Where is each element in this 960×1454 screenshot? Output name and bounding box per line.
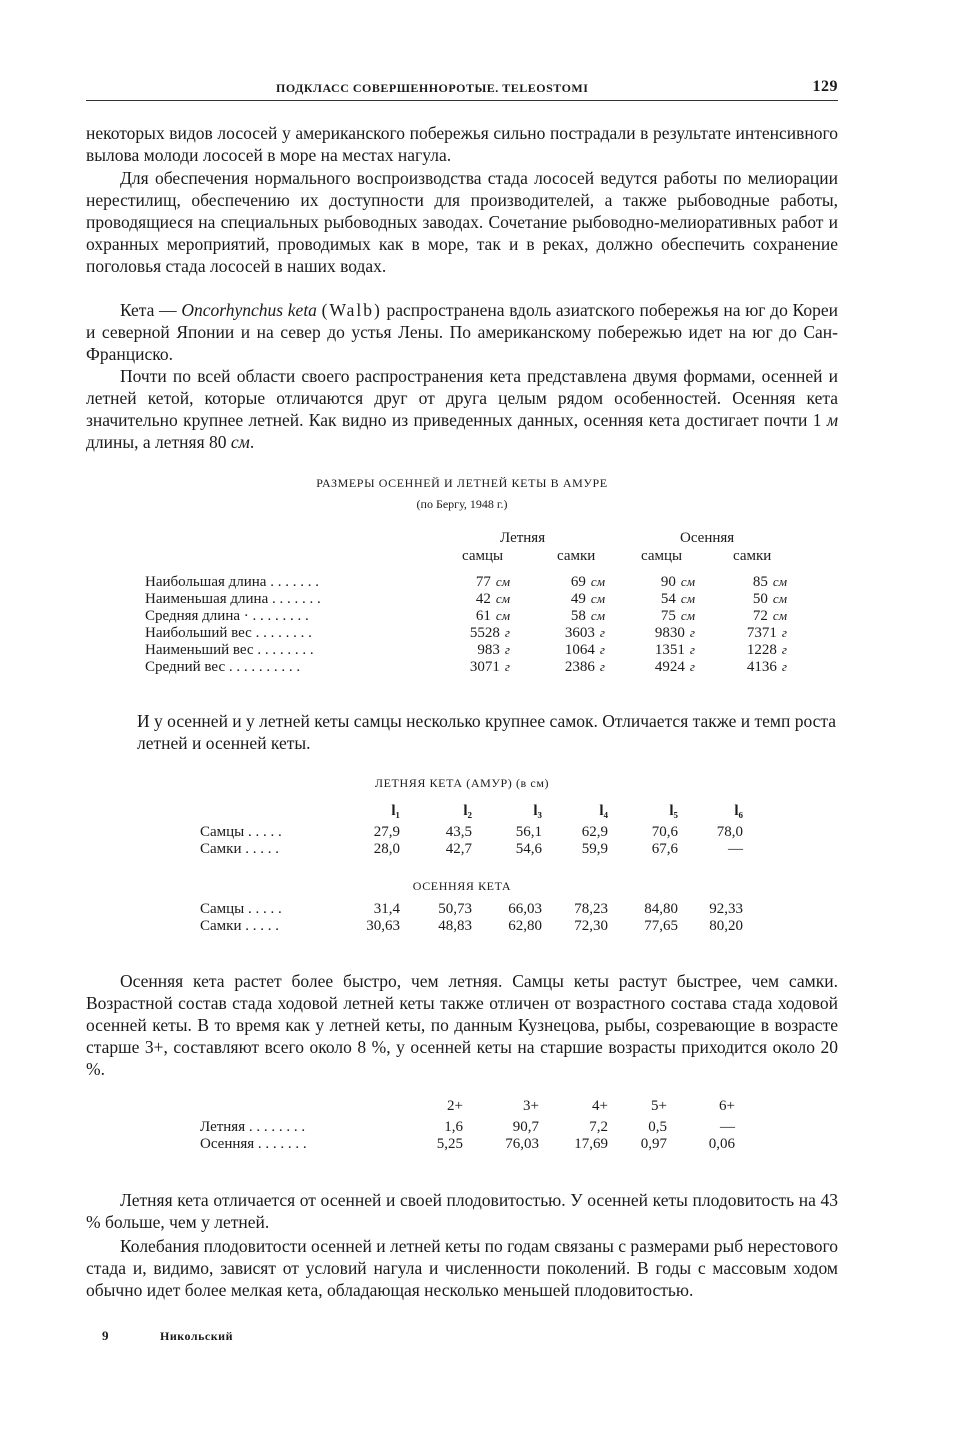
row-label: Осенняя . . . . . . . [200,1136,307,1152]
cell-value: 42 [475,591,491,607]
table-cell [695,642,787,659]
table-cell: 80,20 [709,918,743,934]
latin-name: Oncorhynchus keta [181,300,317,320]
cell-value: 69 [570,574,586,590]
table-row [145,659,787,676]
table-cell [605,574,695,591]
table-cell [445,659,510,676]
keta-lead: Кета — [120,300,182,320]
cell-unit: см [680,608,695,623]
table-cell [510,608,605,625]
table-cell [510,591,605,608]
cell-unit: см [680,574,695,589]
cell-value: 983 [477,642,500,658]
table2-title: ЛЕТНЯЯ КЕТА (АМУР) (в см) [374,776,550,790]
column-header: 3+ [523,1098,539,1114]
cell-value: 3071 [469,659,500,675]
header-spacer [200,803,350,824]
cell-unit: см [590,591,605,606]
cell-value: 85 [752,574,768,590]
table-cell: 72,30 [574,918,608,934]
table-cell: 54,6 [515,841,542,857]
table-cell [510,625,605,642]
column-header: l₂ [463,803,472,819]
cell-unit: см [680,591,695,606]
table-cell: 31,4 [373,901,400,917]
table1-subtitle: (по Бергу, 1948 г.) [416,497,508,511]
paragraph-3-rest: распространена вдоль азиатского побережья на юг до Кореи и северной Японии и на север до устья Лены. По американскому побережью идет на юг до Сан-Франциско. [86,300,838,364]
column-header: l₅ [669,803,678,819]
cell-value: 49 [570,591,586,607]
table-row [200,824,743,841]
table-cell: 84,80 [644,901,678,917]
table-cell [445,642,510,659]
table-cell [605,625,695,642]
cell-value: 4136 [746,659,777,675]
cell-unit: см [772,574,787,589]
row-label: Самки . . . . . [200,918,279,934]
page-number: 129 [812,78,838,95]
table-cell [510,574,605,591]
age-table [200,1098,735,1153]
table-cell [695,659,787,676]
table-row [200,841,743,858]
table-cell [510,659,605,676]
column-header: l₃ [533,803,542,819]
table-cell: 50,73 [438,901,472,917]
paragraph-4-mid: длины, а летняя 80 [86,432,231,452]
cell-value: 72 [752,608,768,624]
cell-unit: см [772,591,787,606]
table1-group-summer: Летняя [500,530,546,546]
table-cell: 5,25 [436,1136,463,1152]
unit-m: м [826,410,838,430]
cell-value: 5528 [469,625,500,641]
column-header: 2+ [447,1098,463,1114]
running-head-title: ПОДКЛАСС СОВЕРШЕННОРОТЫЕ. TELEOSTOMI [276,81,589,95]
table-cell: 67,6 [651,841,678,857]
table-cell: 62,80 [508,918,542,934]
paragraph-4-end: . [249,432,255,452]
table-cell: 56,1 [515,824,542,840]
paragraph-8: Колебания плодовитости осенней и летней кеты по годам связаны с размерами рыб нерестового стада и, видимо, зависят от условий нагула и численности поколений. В годы с массовым ходом обычно идет более мелкая кета, обладающая несколько меньшей плодовитостью. [86,1236,838,1300]
table1-col-summer-females: самки [557,548,596,564]
cell-unit: г [504,659,510,674]
table-cell [695,591,787,608]
row-label: Наибольшая длина . . . . . . . [145,574,319,590]
row-label: Летняя . . . . . . . . [200,1119,306,1135]
table-cell [695,608,787,625]
paragraph-2: Для обеспечения нормального воспроизводства стада лососей ведутся работы по мелиорации нерестилищ, обеспечению их доступности для производителей, а также рыбоводные работы, проводящиеся на специальных рыбоводных заводах. Сочетание рыбоводно-мелиоративных работ и охранных мероприятий, проводимых как в море, так и в реках, должно обеспечить сохранение поголовья стада лососей в наших водах. [86,168,838,276]
table-cell [445,608,510,625]
cell-unit: г [781,642,787,657]
table-cell [695,625,787,642]
cell-value: 9830 [654,625,685,641]
row-label: Самцы . . . . . [200,824,282,840]
table-cell: 42,7 [445,841,472,857]
cell-value: 58 [570,608,586,624]
footer [102,1328,233,1344]
table-row [200,1136,735,1153]
cell-value: 90 [660,574,676,590]
row-label: Наименьшая длина . . . . . . . [145,591,321,607]
column-header: 4+ [592,1098,608,1114]
cell-value: 1064 [564,642,595,658]
table-cell: 70,6 [651,824,678,840]
cell-unit: см [590,574,605,589]
column-header: l₁ [391,803,400,819]
cell-value: 50 [752,591,768,607]
table-cell: 0,97 [640,1136,667,1152]
table-cell: 92,33 [709,901,743,917]
table-row [145,608,787,625]
table-row [145,625,787,642]
table-cell [445,574,510,591]
table-cell [605,659,695,676]
table-cell: 59,9 [581,841,608,857]
paragraph-3 [86,299,838,365]
table-cell: 30,63 [366,918,400,934]
table2-autumn-title: ОСЕННЯЯ КЕТА [412,879,512,893]
cell-unit: г [781,625,787,640]
table-cell: 78,23 [574,901,608,917]
table-cell: 43,5 [445,824,472,840]
table-cell: 62,9 [581,824,608,840]
column-header: l₆ [734,803,743,819]
table1-title: РАЗМЕРЫ ОСЕННЕЙ И ЛЕТНЕЙ КЕТЫ В АМУРЕ [316,476,608,490]
footer-author: Никольский [160,1329,233,1343]
growth-table-summer [200,803,743,858]
column-header: 5+ [651,1098,667,1114]
cell-value: 75 [660,608,676,624]
paragraph-5: И у осенней и у летней кеты самцы несколько крупнее самок. Отличается также и темп роста летней и осенней кеты. [137,711,837,753]
table1-col-autumn-females: самки [733,548,772,564]
column-header: 6+ [719,1098,735,1114]
header-spacer [200,1098,415,1119]
cell-value: 4924 [654,659,685,675]
row-label: Средняя длина · . . . . . . . . [145,608,309,624]
cell-unit: г [504,625,510,640]
table-cell [445,591,510,608]
table-row [200,918,743,935]
table-cell: 28,0 [373,841,400,857]
table-row [145,642,787,659]
cell-unit: г [689,642,695,657]
signature-mark: 9 [102,1328,109,1343]
cell-value: 77 [475,574,491,590]
table-cell: — [720,1119,735,1135]
table-cell: 27,9 [373,824,400,840]
cell-value: 54 [660,591,676,607]
growth-table-autumn [200,901,743,935]
header-row [200,1098,735,1119]
cell-unit: г [781,659,787,674]
table-cell [445,625,510,642]
cell-unit: г [504,642,510,657]
table-row [145,591,787,608]
table-cell: 66,03 [508,901,542,917]
cell-value: 2386 [564,659,595,675]
table-cell: 90,7 [512,1119,539,1135]
cell-value: 1351 [654,642,685,658]
paragraph-1: некоторых видов лососей у американского побережья сильно пострадали в результате интенсивного вылова молоди лососей в море на местах нагула. [86,123,838,165]
cell-value: 61 [475,608,491,624]
column-header: l₄ [599,803,608,819]
row-label: Самцы . . . . . [200,901,282,917]
cell-unit: г [689,625,695,640]
header-row [200,803,743,824]
cell-unit: г [599,642,605,657]
paragraph-7: Летняя кета отличается от осенней и своей плодовитостью. У осенней кеты плодовитость на 43 % больше, чем у летней. [86,1190,838,1232]
table1-group-autumn: Осенняя [680,530,735,546]
cell-unit: см [772,608,787,623]
table-row [200,901,743,918]
cell-unit: см [495,608,510,623]
table-cell [605,608,695,625]
table-cell [695,574,787,591]
table-cell [605,642,695,659]
cell-unit: г [599,625,605,640]
table-cell: 48,83 [438,918,472,934]
table-cell: 17,69 [574,1136,608,1152]
row-label: Наименьший вес . . . . . . . . [145,642,314,658]
table-cell [605,591,695,608]
cell-value: 7371 [746,625,777,641]
table-row [200,1119,735,1136]
table-row [145,574,787,591]
table-cell: 1,6 [444,1119,463,1135]
cell-unit: см [590,608,605,623]
unit-cm: см [230,432,250,452]
row-label: Средний вес . . . . . . . . . . [145,659,301,675]
paragraph-4-text: Почти по всей области своего распространения кета представлена двумя формами, осенней и летней кетой, которые отличаются друг от друга целым рядом особенностей. Осенняя кета значительно крупнее летней. Как видно из приведенных данных, осенняя кета достигает почти 1 [86,366,838,430]
size-table [145,574,787,676]
species-author: (Walb) [321,300,382,320]
cell-unit: см [495,574,510,589]
table1-col-autumn-males: самцы [641,548,683,564]
cell-value: 1228 [746,642,777,658]
row-label: Самки . . . . . [200,841,279,857]
table-cell: 0,5 [648,1119,667,1135]
cell-unit: г [689,659,695,674]
cell-unit: см [495,591,510,606]
running-head [86,78,838,101]
table-cell: 78,0 [716,824,743,840]
table-cell: 7,2 [589,1119,608,1135]
table1-col-summer-males: самцы [462,548,504,564]
row-label: Наибольший вес . . . . . . . . [145,625,312,641]
table-cell: 77,65 [644,918,678,934]
table-cell: — [728,841,743,857]
table-cell [510,642,605,659]
table-cell: 0,06 [708,1136,735,1152]
cell-unit: г [599,659,605,674]
paragraph-4 [86,365,838,453]
cell-value: 3603 [564,625,595,641]
paragraph-6: Осенняя кета растет более быстро, чем летняя. Самцы кеты растут быстрее, чем самки. Возрастной состав стада ходовой летней кеты также отличен от возрастного состава стада ходовой осенней кеты. В то время как у летней кеты, по данным Кузнецова, рыбы, созревающие в возрасте старше 3+, составляют всего около 8 %, у осенней кеты на старшие возрасты приходится около 20 %. [86,971,838,1079]
table-cell: 76,03 [505,1136,539,1152]
